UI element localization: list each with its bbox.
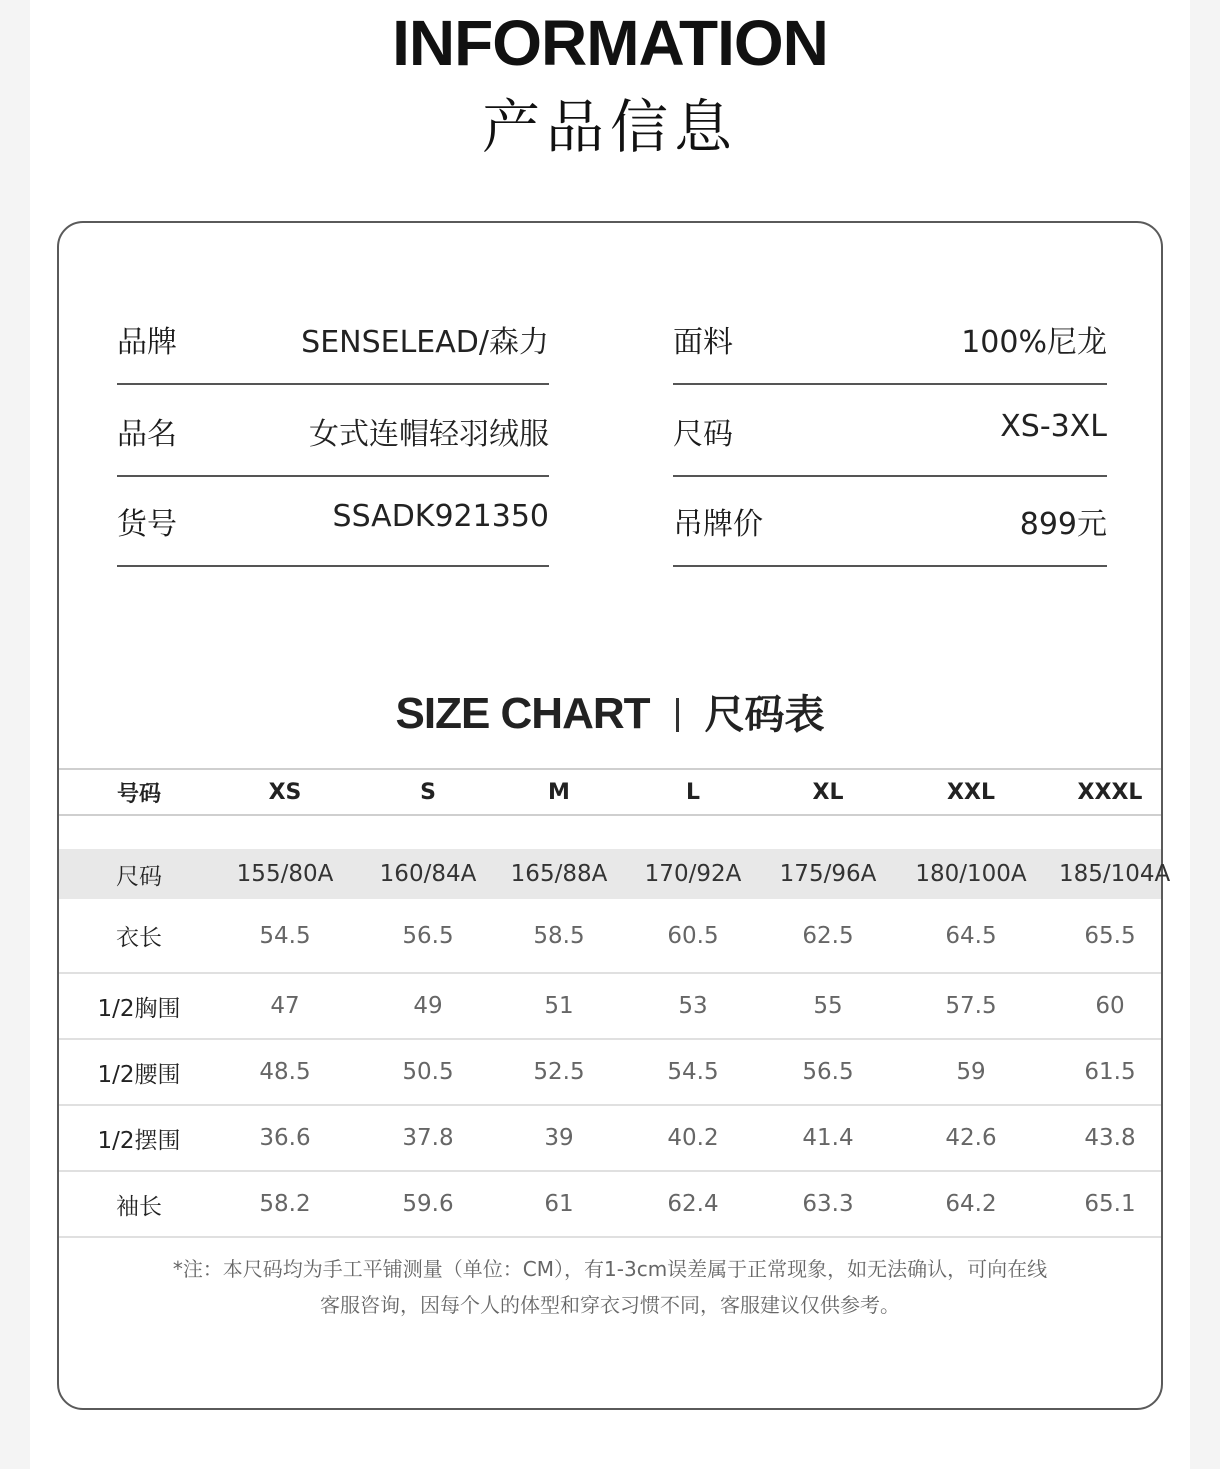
info-label: 货号 — [117, 507, 177, 542]
table-row — [59, 1172, 1161, 1238]
table-cell: 41.4 — [802, 1125, 854, 1151]
table-header-cell: L — [685, 779, 701, 805]
table-cell: 1/2摆围 — [97, 1127, 181, 1154]
table-cell: 袖长 — [116, 1193, 162, 1220]
table-header-cell: XXXL — [1077, 779, 1143, 805]
table-header-cell: XS — [268, 779, 302, 805]
page-title-cn: 产品信息 — [481, 93, 738, 161]
table-spacer — [59, 816, 1161, 849]
info-label: 品牌 — [117, 325, 177, 360]
table-cell: 37.8 — [402, 1125, 454, 1151]
table-row — [59, 1040, 1161, 1106]
table-cell: 175/96A — [779, 861, 877, 887]
table-cell: 57.5 — [945, 993, 997, 1019]
table-cell: 50.5 — [402, 1059, 454, 1085]
title-divider — [676, 698, 679, 732]
table-cell: 61 — [544, 1191, 574, 1217]
table-cell: 165/88A — [510, 861, 608, 887]
info-row-size-range — [673, 387, 1107, 477]
info-label: 吊牌价 — [673, 507, 763, 542]
table-cell: 48.5 — [259, 1059, 311, 1085]
page — [30, 0, 1190, 1469]
table-cell: 155/80A — [236, 861, 334, 887]
table-cell: 51 — [544, 993, 574, 1019]
info-value: SENSELEAD/森力 — [301, 325, 549, 360]
table-cell: 62.4 — [667, 1191, 719, 1217]
table-cell: 尺码 — [116, 863, 162, 890]
info-value: SSADK921350 — [332, 499, 549, 534]
info-card — [57, 221, 1171, 1410]
measurement-note — [99, 1251, 1121, 1323]
table-cell: 58.2 — [259, 1191, 311, 1217]
table-cell: 59 — [956, 1059, 986, 1085]
table-header-cell: XL — [812, 779, 844, 805]
table-header-cell: S — [420, 779, 436, 805]
info-value: 899元 — [1019, 507, 1107, 542]
size-chart-title-cn: 尺码表 — [704, 692, 825, 738]
table-cell: 63.3 — [802, 1191, 854, 1217]
size-chart-title-en: SIZE CHART — [395, 689, 650, 738]
note-line: *注：本尺码均为手工平铺测量（单位：CM），有1-3cm误差属于正常现象，如无法确认，可向在线 — [172, 1257, 1048, 1281]
table-cell: 衣长 — [116, 925, 162, 951]
table-cell: 180/100A — [915, 861, 1027, 887]
table-header-cell: M — [548, 779, 570, 805]
table-cell: 49 — [413, 993, 443, 1019]
table-cell: 40.2 — [667, 1125, 719, 1151]
table-cell: 65.1 — [1084, 1191, 1136, 1217]
info-row-tag-price — [673, 477, 1107, 567]
page-title-en: INFORMATION — [392, 7, 828, 79]
table-cell: 1/2胸围 — [97, 995, 181, 1022]
table-cell: 55 — [813, 993, 843, 1019]
table-cell: 53 — [678, 993, 708, 1019]
table-header-cell: XXL — [947, 779, 995, 805]
table-cell: 61.5 — [1084, 1059, 1136, 1085]
table-cell: 56.5 — [402, 922, 454, 949]
table-row — [59, 1106, 1161, 1172]
table-cell: 58.5 — [533, 922, 585, 949]
table-cell: 42.6 — [945, 1125, 997, 1151]
info-row-brand — [117, 295, 549, 385]
info-label: 面料 — [673, 325, 733, 360]
table-cell: 47 — [270, 993, 300, 1019]
table-row — [59, 899, 1161, 974]
table-cell: 65.5 — [1084, 922, 1136, 949]
table-cell: 160/84A — [379, 861, 477, 887]
table-cell: 60 — [1095, 993, 1125, 1019]
table-cell: 185/104A — [1059, 861, 1171, 887]
note-line: 客服咨询，因每个人的体型和穿衣习惯不同，客服建议仅供参考。 — [320, 1293, 900, 1317]
table-cell: 64.2 — [945, 1191, 997, 1217]
info-value: XS-3XL — [1000, 409, 1107, 444]
size-chart-title — [59, 683, 1161, 740]
table-cell: 52.5 — [533, 1059, 585, 1085]
info-row-product-name — [117, 387, 549, 477]
table-cell: 60.5 — [667, 922, 719, 949]
size-table — [59, 768, 1171, 1238]
table-cell: 170/92A — [644, 861, 742, 887]
table-row-size-code — [59, 849, 1171, 899]
table-cell: 59.6 — [402, 1191, 454, 1217]
table-cell: 43.8 — [1084, 1125, 1136, 1151]
table-cell: 54.5 — [667, 1059, 719, 1085]
table-cell: 62.5 — [802, 922, 854, 949]
table-cell: 54.5 — [259, 922, 311, 949]
table-header-row — [59, 768, 1161, 816]
table-cell: 64.5 — [945, 922, 997, 949]
info-label: 品名 — [117, 417, 177, 452]
table-cell: 39 — [544, 1125, 574, 1151]
table-cell: 56.5 — [802, 1059, 854, 1085]
table-header-cell: 号码 — [116, 781, 161, 807]
info-row-fabric — [673, 295, 1107, 385]
info-row-item-number — [117, 477, 549, 567]
info-label: 尺码 — [673, 417, 733, 452]
info-value: 女式连帽轻羽绒服 — [309, 417, 549, 452]
table-row — [59, 974, 1161, 1040]
table-cell: 36.6 — [259, 1125, 311, 1151]
info-value: 100%尼龙 — [961, 325, 1107, 360]
table-cell: 1/2腰围 — [97, 1061, 181, 1088]
